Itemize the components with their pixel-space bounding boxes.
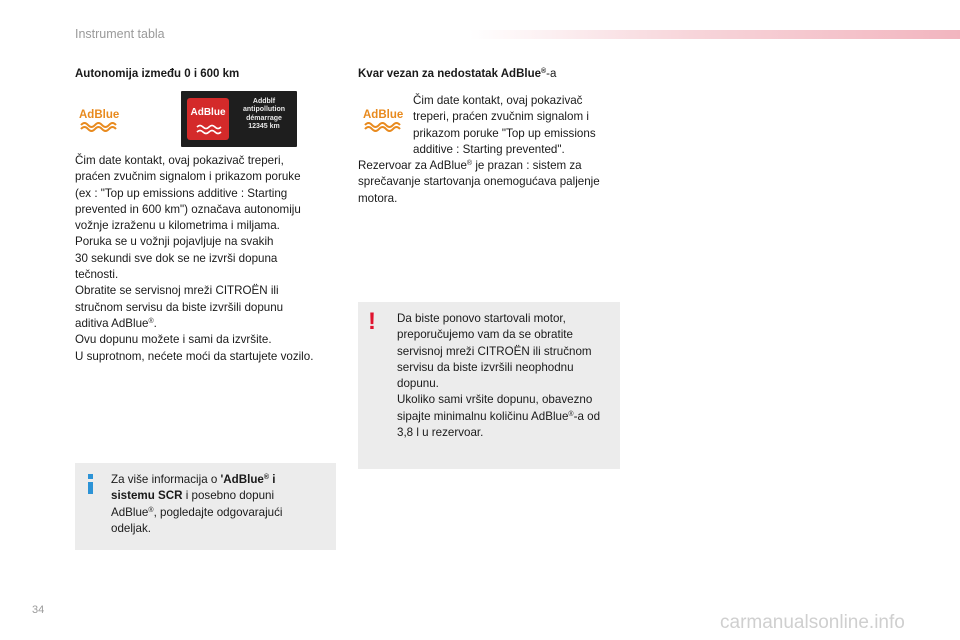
info-icon: [88, 482, 93, 494]
adblue-icon-label: AdBlue: [363, 109, 404, 121]
display-badge-label: AdBlue: [190, 107, 226, 118]
warning-icon: !: [368, 308, 376, 335]
header-accent-bar: [470, 30, 960, 39]
left-heading: Autonomija između 0 i 600 km: [75, 68, 240, 80]
left-paragraph: Čim date kontakt, ovaj pokazivač treperi, praćen zvučnim signalom i prikazom poruke (ex : "Top up emissions additive : Starting prevented in 600 km") označava autonomiju vožnje izraženu u kilometrima i miljama. Poruka se u vožnji pojavljuje na svakih 30 sekundi sve dok se ne izvrši dopuna tečnosti. Obratite se servisnoj mreži CITROËN ili stručnom servisu da biste izvršili dopunu aditiva AdBlue®. Ovu dopunu možete i sami da izvršite. U suprotnom, nećete moći da startujete vozilo.: [75, 154, 314, 363]
info-icon-dot: [88, 474, 93, 479]
adblue-warning-icon: [77, 104, 127, 132]
display-message: Addblf antipollution démarrage 12345 km: [243, 98, 285, 131]
info-text: Za više informacija o 'AdBlue® i sistemu SCR i posebno dopuni AdBlue®, pogledajte odgovarajući odeljak.: [111, 473, 283, 535]
right-indented-paragraph: Čim date kontakt, ovaj pokazivač treperi, praćen zvučnim signalom i prikazom poruke "Top up emissions additive : Starting prevented".: [413, 94, 596, 156]
section-title: Instrument tabla: [75, 27, 165, 41]
watermark: carmanualsonline.info: [720, 612, 905, 633]
right-heading: Kvar vezan za nedostatak AdBlue®-a: [358, 68, 557, 80]
display-adblue-badge: [187, 98, 229, 140]
liquid-wave-icon: [196, 123, 222, 135]
warning-text: Da biste ponovo startovali motor, preporučujemo vam da se obratite servisnoj mreži CITROËN ili stručnom servisu da biste izvršili neophodnu dopunu. Ukoliko sami vršite dopunu, obavezno sipajte minimalnu količinu AdBlue®-a od 3,8 l u rezervoar.: [397, 312, 601, 440]
adblue-icon-label: AdBlue: [79, 109, 120, 121]
right-paragraph: Rezervoar za AdBlue® je prazan : sistem za sprečavanje startovanja onemogućava paljenje motora.: [358, 159, 600, 205]
adblue-fault-icon: [361, 104, 411, 132]
instrument-display-image: [181, 91, 297, 147]
page-number: 34: [32, 604, 45, 616]
